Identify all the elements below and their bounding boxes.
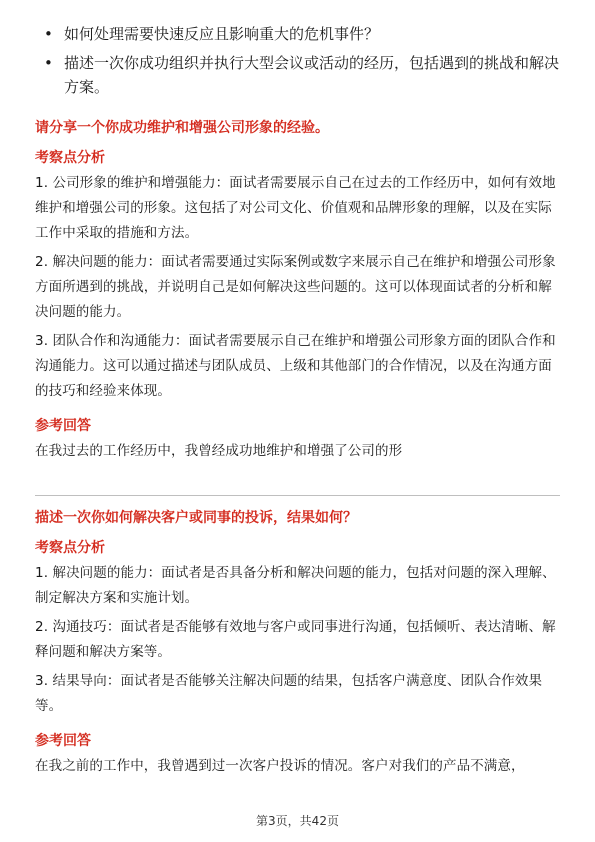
analysis-heading: 考察点分析 [35,150,105,166]
answer-heading: 参考回答 [35,733,91,749]
bullet-item [42,22,562,46]
section-divider [35,495,560,496]
bullet-list [42,22,562,104]
analysis-point: 1. 解决问题的能力：面试者是否具备分析和解决问题的能力，包括对问题的深入理解、制定解决方案和实施计划。 [35,565,556,606]
answer-text: 在我过去的工作经历中，我曾经成功地维护和增强了公司的形 [35,443,403,459]
qa-section-1 [35,118,560,464]
answer-text: 在我之前的工作中，我曾遇到过一次客户投诉的情况。客户对我们的产品不满意， [35,758,525,774]
analysis-point: 2. 解决问题的能力：面试者需要通过实际案例或数字来展示自己在维护和增强公司形象方面所遇到的挑战，并说明自己是如何解决这些问题的。这可以体现面试者的分析和解决问题的能力。 [35,254,556,320]
page-number: 第3页，共42页 [256,814,339,828]
answer-heading: 参考回答 [35,418,91,434]
bullet-text: 描述一次你成功组织并执行大型会议或活动的经历，包括遇到的挑战和解决方案。 [64,54,560,96]
bullet-dot-icon: • [44,54,53,72]
bullet-text: 如何处理需要快速反应且影响重大的危机事件？ [64,25,380,43]
bullet-dot-icon: • [44,25,53,43]
analysis-heading: 考察点分析 [35,540,105,556]
analysis-point: 3. 结果导向：面试者是否能够关注解决问题的结果，包括客户满意度、团队合作效果等。 [35,673,543,714]
question-heading: 请分享一个你成功维护和增强公司形象的经验。 [35,120,329,136]
analysis-point: 2. 沟通技巧：面试者是否能够有效地与客户或同事进行沟通，包括倾听、表达清晰、解释问题和解决方案等。 [35,619,556,660]
qa-section-2 [35,508,560,779]
question-heading: 描述一次你如何解决客户或同事的投诉，结果如何？ [35,510,357,526]
bullet-item [42,51,562,99]
analysis-point: 3. 团队合作和沟通能力：面试者需要展示自己在维护和增强公司形象方面的团队合作和沟通能力。这可以通过描述与团队成员、上级和其他部门的合作情况，以及在沟通方面的技巧和经验来体现。 [35,333,556,399]
analysis-point: 1. 公司形象的维护和增强能力：面试者需要展示自己在过去的工作经历中，如何有效地维护和增强公司的形象。这包括了对公司文化、价值观和品牌形象的理解，以及在实际工作中采取的措施和方法。 [35,175,556,241]
